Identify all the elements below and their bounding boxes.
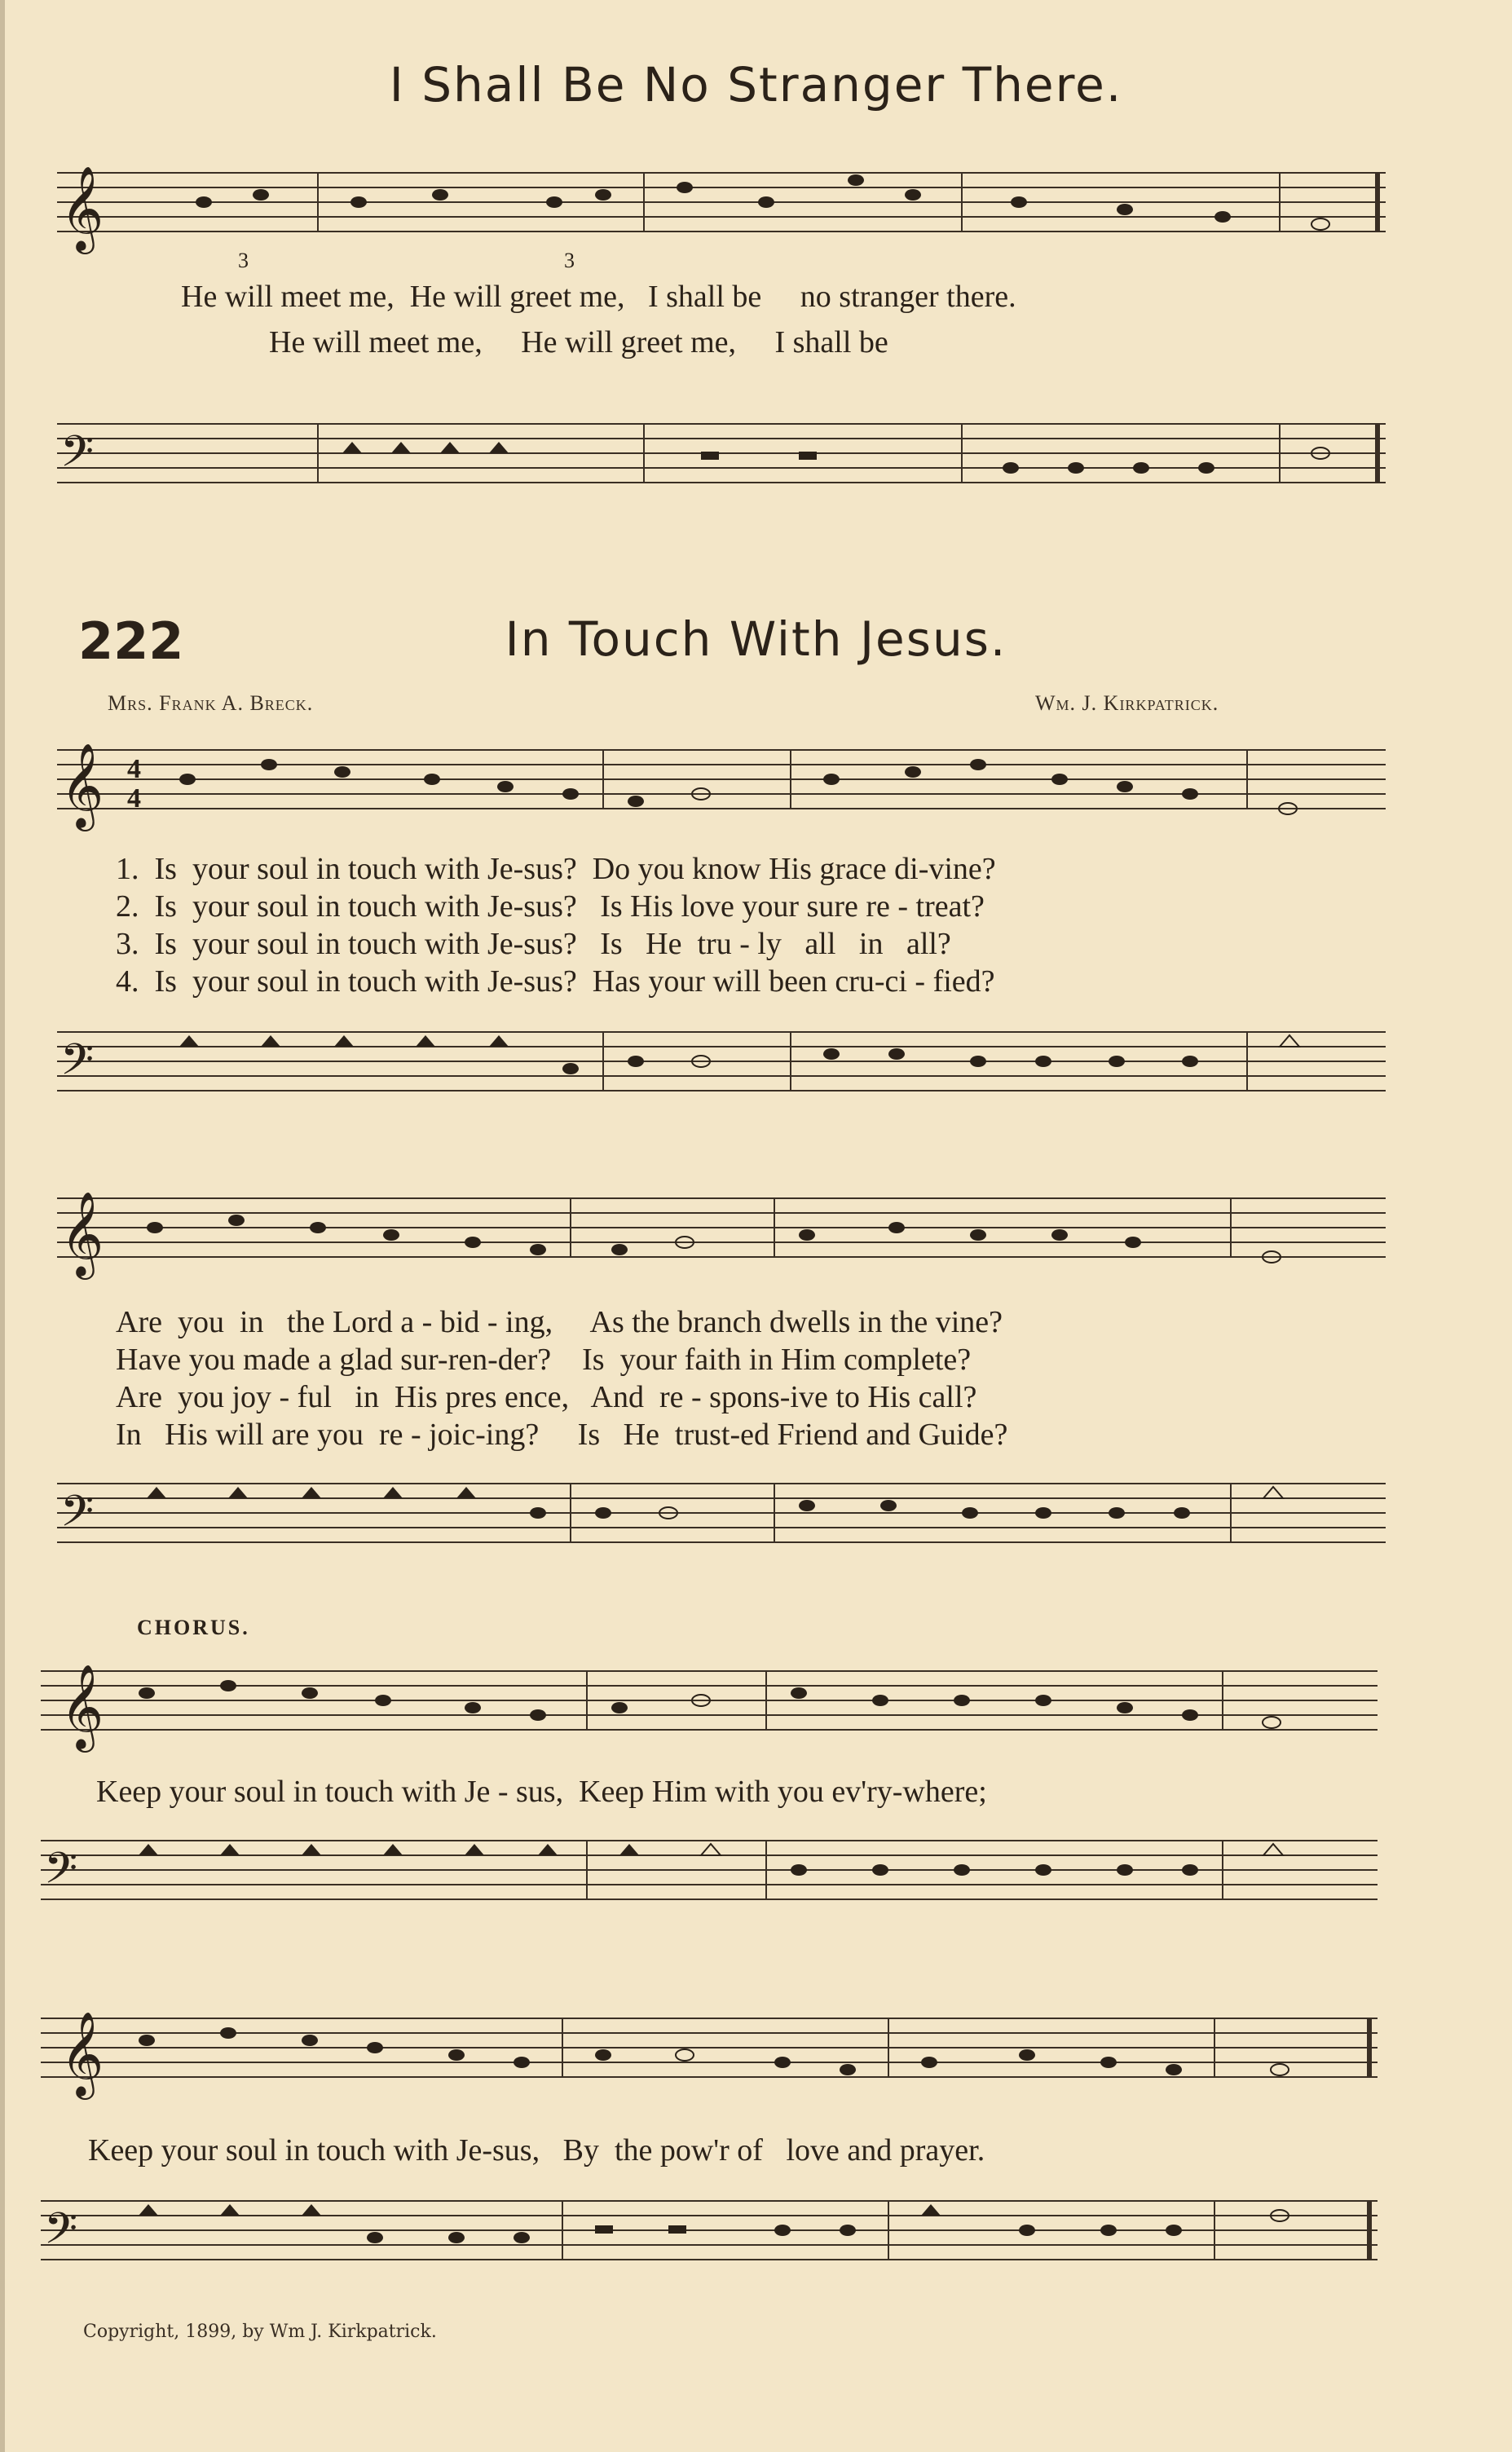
treble-staff-system-1 (49, 725, 1394, 848)
svg-text:𝄢: 𝄢 (60, 1035, 95, 1096)
chorus-line-2: Keep your soul in touch with Je-sus, By the pow'r of love and prayer. (88, 2133, 985, 2168)
hymn-number: 222 (78, 611, 184, 671)
composer-credit: Wm. J. Kirkpatrick. (1035, 691, 1219, 715)
chorus-line-1: Keep your soul in touch with Je - sus, Keep Him with you ev'ry-where; (96, 1775, 987, 1809)
treble-staff-system-0 (49, 155, 1394, 272)
triplet-mark: 3 (238, 249, 249, 272)
hymn-title: In Touch With Jesus. (505, 611, 1007, 667)
svg-text:𝄞: 𝄞 (60, 1191, 104, 1277)
bass-staff-system-0 (49, 383, 1394, 530)
bass-staff-chorus-2 (33, 2172, 1394, 2310)
svg-text:𝄢: 𝄢 (44, 2204, 78, 2265)
lyric-line: He will meet me, He will greet me, I shall be no stranger there. (181, 280, 1016, 314)
previous-hymn-title: I Shall Be No Stranger There. (389, 57, 1123, 112)
treble-staff-chorus-1 (33, 1638, 1394, 1761)
verse-line-2b: Have you made a glad sur-ren-der? Is your faith in Him complete? (116, 1343, 972, 1377)
verse-line-1: 1. Is your soul in touch with Je-sus? Do you know His grace di-vine? (116, 852, 996, 886)
verse-line-3b: Are you joy - ful in His pres ence, And re - spons-ive to His call? (116, 1380, 977, 1414)
verse-line-1b: Are you in the Lord a - bid - ing, As the branch dwells in the vine? (116, 1305, 1003, 1339)
svg-text:4: 4 (127, 783, 141, 814)
svg-text:𝄢: 𝄢 (60, 1487, 95, 1547)
bass-staff-system-2 (49, 1459, 1394, 1606)
triplet-mark: 3 (564, 249, 575, 272)
svg-text:4: 4 (127, 754, 141, 784)
lyricist-credit: Mrs. Frank A. Breck. (108, 691, 314, 715)
bass-staff-system-1 (49, 1008, 1394, 1154)
svg-text:𝄢: 𝄢 (60, 427, 95, 487)
svg-text:𝄞: 𝄞 (60, 743, 104, 828)
copyright-notice: Copyright, 1899, by Wm J. Kirkpatrick. (83, 2322, 437, 2342)
chorus-label: CHORUS. (137, 1616, 250, 1639)
verse-line-4b: In His will are you re - joic-ing? Is He trust-ed Friend and Guide? (116, 1418, 1008, 1452)
verse-line-2: 2. Is your soul in touch with Je-sus? Is His love your sure re - treat? (116, 889, 985, 924)
treble-staff-chorus-2 (33, 1986, 1394, 2108)
svg-text:𝄞: 𝄞 (60, 165, 104, 251)
svg-text:𝄞: 𝄞 (60, 2011, 104, 2097)
lyric-line: He will meet me, He will greet me, I shall be (269, 325, 888, 359)
svg-text:𝄢: 𝄢 (44, 1844, 78, 1904)
treble-staff-system-2 (49, 1174, 1394, 1296)
bass-staff-chorus-1 (33, 1811, 1394, 1934)
page-edge (0, 0, 5, 2452)
svg-text:𝄞: 𝄞 (60, 1664, 104, 1749)
verse-line-4: 4. Is your soul in touch with Je-sus? Has your will been cru-ci - fied? (116, 964, 995, 999)
verse-line-3: 3. Is your soul in touch with Je-sus? Is He tru - ly all in all? (116, 927, 951, 961)
